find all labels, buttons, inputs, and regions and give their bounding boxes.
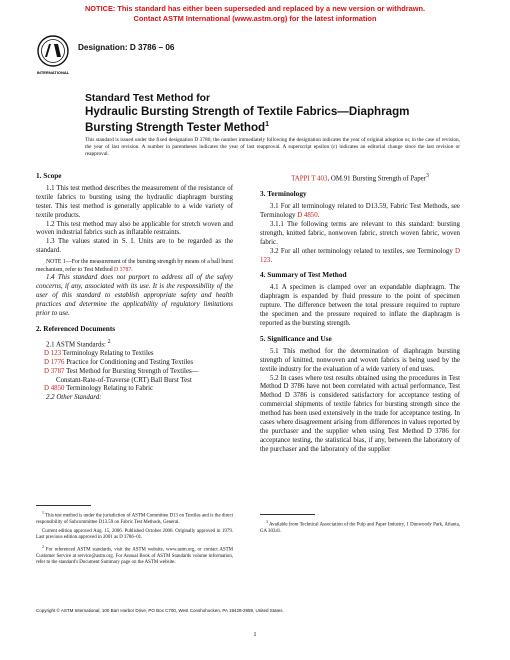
right-column — [260, 172, 460, 455]
withdrawal-notice — [0, 4, 510, 23]
paragraph: 4.1 A specimen is clamped over an expandable diaphragm. The diaphragm is expanded by fluid pressure to the point of specimen rupture. The difference between the total pressure required to rupture the specimen and the pressure required to inflate the diaphragm is reported as the bursting strength. — [260, 284, 460, 327]
footnotes-left — [36, 510, 233, 570]
footnotes-right — [260, 519, 460, 538]
document-title — [85, 92, 465, 134]
title-line-2: Bursting Strength Tester Method$^1$ — [85, 120, 270, 134]
reference-item: D 4850 Terminology Relating to Fabric — [44, 385, 154, 393]
paragraph: 5.2 In cases where test results obtained using the procedures in Test Method D 3786 have not been correlated with actual performance, Test Method D 3786 is considered satisfactory for acceptance testing of commercial shipments of textile fabrics for bursting strength since the method has been used extensively in the trade for acceptance testing. In cases where disagreement arising from differences in values reported by the purchaser and the supplier when using Test Method D 3786 for acceptance testing, the statistical bias, if any, between the laboratory of the purchaser and the laboratory of the supplier — [260, 374, 460, 453]
footnote-divider — [260, 514, 315, 515]
paragraph: 3.1.1 The following terms are relevant to this standard: bursting strength, knitted fabric, nonwoven fabric, stretch woven fabric, woven fabric. — [260, 220, 460, 246]
paragraph: 3.2 For all other terminology related to textiles, see Terminology D 123. — [260, 247, 460, 264]
left-column — [36, 172, 233, 403]
ref-link[interactable]: D 4850 — [44, 385, 65, 393]
ref-link[interactable]: D 123 — [44, 349, 62, 357]
paragraph: 2.2 Other Standard: — [46, 394, 102, 402]
ref-link[interactable]: D 3787 — [114, 266, 132, 273]
section-heading: 2. Referenced Documents — [36, 323, 116, 333]
page-number: 1 — [253, 631, 257, 638]
ref-link[interactable]: D 123 — [260, 247, 460, 264]
issuance-note: This standard is issued under the fixed designation D 3786; the number immediately following the designation indicates the year of original adoption or, in the case of revision, the year of last revision. A number in parentheses indicates the year of last reapproval. A superscript epsilon (ε) indicates an editorial change since the last revision or reapproval. — [85, 137, 460, 157]
ref-link[interactable]: D 3787 — [44, 367, 65, 375]
paragraph: 5.1 This method for the determination of diaphragm bursting strength of knitted, nonwoven and woven fabrics is being used by the textile industry for the evaluation of a wide variety of end uses. — [260, 347, 460, 373]
reference-item-cont: Constant-Rate-of-Traverse (CRT) Ball Burst Test — [56, 376, 192, 384]
astm-logo — [36, 34, 70, 76]
safety-paragraph: 1.4 This standard does not purport to address all of the safety concerns, if any, associated with its use. It is the responsibility of the user of this standard to establish appropriate safety and health practices and determine the applicability of regulatory limitations prior to use. — [36, 274, 233, 317]
note: NOTE 1—For the measurement of the bursting strength by means of a ball burst mechanism, refer to Test Method D 3787. — [36, 259, 233, 273]
footnote: $^1$ This test method is under the jurisdiction of ASTM Committee D13 on Textiles and is the direct responsibility of Subcommittee D13.59 on Fabric Test Methods, General. — [36, 511, 233, 525]
ref-link[interactable]: D 1776 — [44, 358, 65, 366]
section-heading: 4. Summary of Test Method — [260, 270, 347, 280]
reference-item: D 3787 Test Method for Bursting Strength of Textiles— — [44, 367, 199, 375]
reference-item: D 123 Terminology Relating to Textiles — [44, 349, 154, 357]
footnote: $^2$ For referenced ASTM standards, visit the ASTM website, www.astm.org, or contact ASTM Customer Service at service@astm.org. For Annual Book of ASTM Standards volume information, refer to the standard's Document Summary page on the ASTM website. — [36, 545, 233, 566]
ref-link[interactable]: TAPPI T 403 — [291, 175, 328, 183]
paragraph: 1.3 The values stated in S. I. Units are to be regarded as the standard. — [36, 238, 233, 255]
footnote-divider — [36, 505, 91, 506]
reference-item: TAPPI T 403, OM.91 Bursting Strength of Paper$^3$ — [291, 173, 429, 183]
designation: Designation: D 3786 – 06 — [78, 43, 175, 52]
ref-link[interactable]: D 4850 — [297, 212, 318, 220]
section-heading: 5. Significance and Use — [260, 333, 332, 343]
paragraph: 3.1 For all terminology related to D13.59, Fabric Test Methods, see Terminology D 4850. — [260, 203, 460, 220]
svg-text:INTERNATIONAL: INTERNATIONAL — [36, 70, 70, 75]
paragraph: 1.2 This test method may also be applicable for stretch woven and woven industrial fabrics such as inflatable restraints. — [36, 220, 233, 237]
section-heading: 3. Terminology — [260, 189, 307, 199]
title-line-1: Hydraulic Bursting Strength of Textile Fabrics—Diaphragm — [85, 105, 410, 118]
footnote: $^3$ Available from Technical Association of the Pulp and Paper Industry, 1 Dunwoody Park, Atlanta, GA 30341. — [260, 520, 460, 534]
notice-line-1: NOTICE: This standard has either been superseded and replaced by a new version or withdrawn. — [84, 4, 426, 13]
section-heading: 1. Scope — [36, 171, 62, 180]
paragraph: 1.1 This test method describes the measurement of the resistance of textile fabrics to bursting using the hydraulic diaphragm bursting tester. This test method is generally applicable to a wide variety of textile products. — [36, 184, 233, 219]
footnote: Current edition approved Aug. 15, 2006. Published October 2006. Originally approved in 1979. Last previous edition approved in 2001 as D 3786–01. — [36, 529, 233, 541]
notice-line-2: Contact ASTM International (www.astm.org) for the latest information — [133, 13, 377, 23]
copyright: Copyright © ASTM International, 100 Barr Harbor Drive, PO Box C700, West Conshohocken, PA 19428-2959, United States. — [36, 608, 284, 613]
reference-item: D 1776 Practice for Conditioning and Testing Textiles — [44, 358, 194, 366]
title-pre: Standard Test Method for — [85, 93, 211, 104]
paragraph: 2.1 ASTM Standards: $^2$ — [46, 338, 111, 348]
